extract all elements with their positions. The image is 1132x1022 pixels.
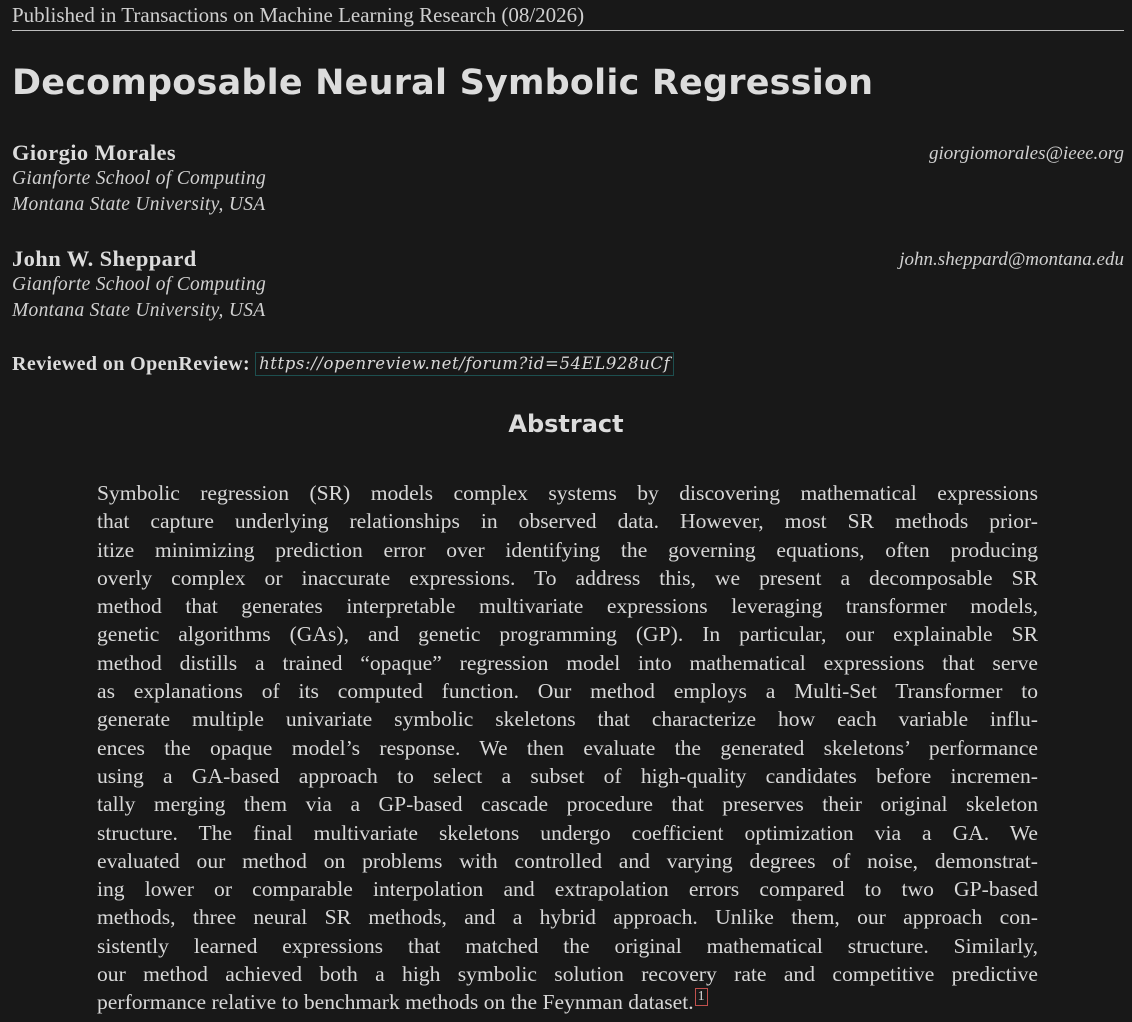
abstract-line: Symbolic regression (SR) models complex systems by discovering mathematical expressions <box>97 481 1038 505</box>
openreview-label: Reviewed on OpenReview: <box>12 353 251 375</box>
abstract-line: genetic algorithms (GAs), and genetic programming (GP). In particular, our explainable SR <box>97 622 1038 647</box>
abstract-line: methods, three neural SR methods, and a hybrid approach. Unlike them, our approach con- <box>97 905 1038 930</box>
author-email: giorgiomorales@ieee.org <box>929 143 1124 164</box>
abstract-line: sistently learned expressions that matched the original mathematical structure. Similarly, <box>97 933 1038 958</box>
author-email: john.sheppard@montana.edu <box>899 249 1124 270</box>
author-block-1 <box>12 140 1124 218</box>
abstract-line: ences the opaque model’s response. We then evaluate the generated skeletons’ performance <box>97 735 1038 760</box>
abstract-line: method distills a trained “opaque” regression model into mathematical expressions that serve <box>97 650 1038 675</box>
author-affiliation: Montana State University, USA <box>12 194 266 215</box>
abstract-line: using a GA-based approach to select a subset of high-quality candidates before incremen- <box>97 763 1038 788</box>
author-name: Giorgio Morales <box>12 140 177 165</box>
openreview-link[interactable]: https://openreview.net/forum?id=54EL928uCf <box>255 352 674 376</box>
author-affiliation: Gianforte School of Computing <box>12 168 267 189</box>
author-block-2 <box>12 246 1124 324</box>
abstract-line: itize minimizing prediction error over identifying the governing equations, often producing <box>97 537 1038 562</box>
abstract-line: tally merging them via a GP-based cascade procedure that preserves their original skeleton <box>97 792 1038 817</box>
abstract-line: our method achieved both a high symbolic solution recovery rate and competitive predictive <box>97 962 1038 987</box>
journal-header: Published in Transactions on Machine Learning Research (08/2026) <box>12 3 585 27</box>
author-affiliation: Gianforte School of Computing <box>12 274 267 295</box>
abstract-line: as explanations of its computed function. Our method employs a Multi-Set Transformer to <box>97 679 1038 704</box>
abstract-line: that capture underlying relationships in observed data. However, most SR methods prior- <box>97 509 1038 534</box>
paper-title: Decomposable Neural Symbolic Regression <box>12 63 874 103</box>
abstract-line: ing lower or comparable interpolation and extrapolation errors compared to two GP-based <box>97 877 1038 902</box>
abstract-heading: Abstract <box>508 410 624 438</box>
abstract-body <box>97 479 1038 1017</box>
abstract-line: generate multiple univariate symbolic skeletons that characterize how each variable influ- <box>97 707 1038 732</box>
header-rule <box>12 30 1124 31</box>
abstract-line: evaluated our method on problems with controlled and varying degrees of noise, demonstrat- <box>97 848 1038 873</box>
openreview-line <box>12 350 674 378</box>
author-affiliation: Montana State University, USA <box>12 300 266 321</box>
abstract-line: performance relative to benchmark methods on the Feynman dataset. 1 <box>97 988 1038 1016</box>
abstract-line: overly complex or inaccurate expressions. To address this, we present a decomposable SR <box>97 565 1038 590</box>
author-name: John W. Sheppard <box>12 246 197 271</box>
abstract-line: structure. The final multivariate skeletons undergo coefficient optimization via a GA. We <box>97 820 1038 845</box>
abstract-line: method that generates interpretable multivariate expressions leveraging transformer models, <box>97 594 1038 619</box>
footnote-link[interactable]: 1 <box>695 988 708 1006</box>
